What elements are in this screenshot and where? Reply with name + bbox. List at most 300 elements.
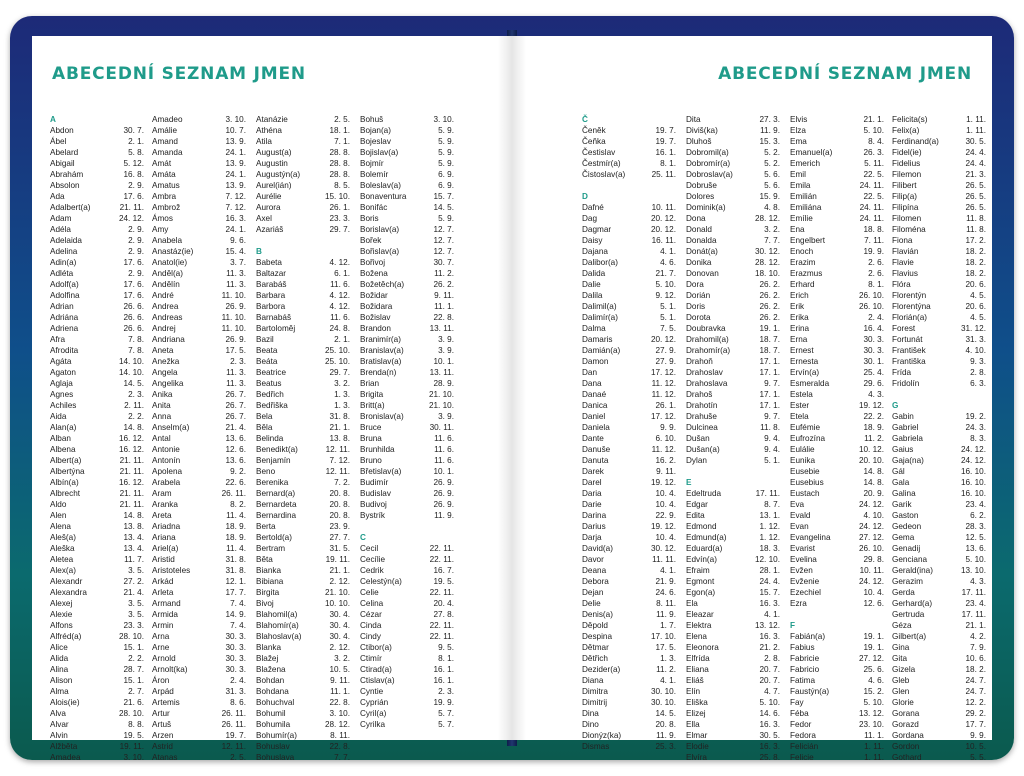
name-entry: [360, 433, 454, 444]
entry-name: Alžběta: [50, 742, 78, 751]
entry-date: 26. 3.: [863, 148, 884, 157]
name-entry: [50, 246, 144, 257]
name-entry: [152, 543, 246, 554]
name-entry: [256, 367, 350, 378]
entry-date: 29. 6.: [863, 379, 884, 388]
entry-name: Despina: [582, 632, 613, 641]
entry-name: Eleazar: [686, 610, 714, 619]
entry-date: 19. 12.: [858, 401, 884, 410]
entry-name: Afra: [50, 335, 66, 344]
entry-name: Edmond: [686, 522, 717, 531]
entry-date: 12. 1.: [225, 577, 246, 586]
entry-date: 19. 1.: [863, 643, 884, 652]
name-entry: [892, 345, 986, 356]
entry-date: 24. 6.: [655, 588, 676, 597]
entry-date: 30. 3.: [225, 665, 246, 674]
name-entry: [892, 422, 986, 433]
entry-name: Alex(a): [50, 566, 76, 575]
entry-date: 24. 3.: [965, 423, 986, 432]
name-entry: [50, 411, 144, 422]
name-entry: [360, 708, 454, 719]
entry-name: Ester: [790, 401, 810, 410]
entry-name: Eunika: [790, 456, 816, 465]
entry-name: Dante: [582, 434, 604, 443]
name-entry: [892, 477, 986, 488]
name-entry: [50, 301, 144, 312]
entry-date: 7. 12.: [225, 203, 246, 212]
entry-date: 6. 9.: [438, 170, 454, 179]
name-entry: [152, 708, 246, 719]
entry-date: 28. 9.: [433, 379, 454, 388]
entry-date: 1. 3.: [334, 401, 350, 410]
entry-name: Ctislav(a): [360, 676, 395, 685]
left-page: [32, 36, 512, 762]
name-entry: [686, 246, 780, 257]
entry-date: 8. 1.: [660, 159, 676, 168]
entry-name: Cedrik: [360, 566, 384, 575]
entry-date: 8. 11.: [330, 731, 350, 740]
name-entry: [152, 389, 246, 400]
entry-name: Bernard(a): [256, 489, 296, 498]
name-entry: [152, 169, 246, 180]
entry-date: 11. 3.: [226, 280, 246, 289]
name-entry: [152, 532, 246, 543]
name-entry: [686, 147, 780, 158]
entry-name: Gala: [892, 478, 910, 487]
entry-date: 8. 1.: [868, 280, 884, 289]
entry-date: 26. 2.: [759, 313, 780, 322]
entry-name: Elza: [790, 126, 806, 135]
name-entry: [256, 114, 350, 125]
name-entry: [360, 587, 454, 598]
entry-date: 2. 3.: [230, 357, 246, 366]
entry-date: 16. 10.: [960, 467, 986, 476]
entry-name: Filemon: [892, 170, 922, 179]
entry-date: 12. 2.: [965, 698, 986, 707]
entry-date: 8. 5.: [334, 181, 350, 190]
entry-name: Alina: [50, 665, 69, 674]
name-entry: [790, 290, 884, 301]
name-entry: [686, 521, 780, 532]
entry-date: 28. 3.: [965, 522, 986, 531]
name-entry: [892, 367, 986, 378]
entry-date: 2. 9.: [128, 225, 144, 234]
name-entry: [686, 301, 780, 312]
entry-name: Barbara: [256, 291, 286, 300]
entry-name: Evan: [790, 522, 809, 531]
entry-name: Dajana: [582, 247, 608, 256]
entry-date: 21. 9.: [655, 577, 676, 586]
name-entry: [790, 125, 884, 136]
name-entry: [152, 180, 246, 191]
entry-name: Aida: [50, 412, 67, 421]
entry-date: 3. 2.: [764, 225, 780, 234]
name-entry: [582, 631, 676, 642]
name-entry: [152, 587, 246, 598]
entry-date: 20. 8.: [329, 500, 350, 509]
entry-date: 24. 12.: [858, 500, 884, 509]
name-entry: [256, 136, 350, 147]
entry-name: Damon: [582, 357, 609, 366]
name-entry: [256, 741, 350, 752]
entry-name: Estela: [790, 390, 813, 399]
name-entry: [790, 136, 884, 147]
name-entry: [790, 510, 884, 521]
entry-date: 28. 8.: [329, 170, 350, 179]
name-entry: [790, 675, 884, 686]
name-entry: [50, 224, 144, 235]
name-entry: [892, 455, 986, 466]
entry-date: 19. 1.: [759, 324, 780, 333]
name-entry: [360, 334, 454, 345]
entry-date: 20. 8.: [329, 511, 350, 520]
name-entry: [360, 642, 454, 653]
entry-date: 11. 1.: [434, 302, 454, 311]
entry-date: 20. 6.: [965, 302, 986, 311]
entry-name: Dušan(a): [686, 445, 720, 454]
entry-name: Damián(a): [582, 346, 621, 355]
entry-date: 28. 7.: [123, 665, 144, 674]
entry-name: Florentýn: [892, 291, 927, 300]
entry-date: 5. 6.: [764, 170, 780, 179]
entry-date: 21. 11.: [119, 456, 144, 465]
name-entry: [256, 268, 350, 279]
entry-date: 17. 6.: [123, 291, 144, 300]
name-entry: [686, 455, 780, 466]
name-entry: [152, 686, 246, 697]
entry-name: Ariana: [152, 533, 176, 542]
section-letter: D: [582, 192, 588, 201]
entry-name: Fabián(a): [790, 632, 826, 641]
entry-name: Alois(ie): [50, 698, 80, 707]
entry-date: 6. 10.: [655, 434, 676, 443]
entry-name: David(a): [582, 544, 613, 553]
name-entry: [892, 433, 986, 444]
name-entry: [582, 345, 676, 356]
name-entry: [686, 686, 780, 697]
entry-name: Dětmar: [582, 643, 609, 652]
name-entry: [892, 246, 986, 257]
entry-date: 11. 12.: [651, 445, 676, 454]
entry-name: Darek: [582, 467, 604, 476]
entry-date: 17. 11.: [961, 610, 986, 619]
section-gap: [256, 235, 350, 246]
entry-date: 7. 12.: [225, 192, 246, 201]
name-entry: [256, 180, 350, 191]
name-entry: [360, 543, 454, 554]
entry-date: 2. 5.: [334, 115, 350, 124]
name-entry: [360, 499, 454, 510]
name-entry: [152, 697, 246, 708]
entry-date: 3. 9.: [438, 335, 454, 344]
entry-date: 26. 2.: [759, 302, 780, 311]
entry-name: Darina: [582, 511, 607, 520]
name-entry: [790, 367, 884, 378]
entry-name: Armin: [152, 621, 174, 630]
entry-date: 9. 4.: [764, 445, 780, 454]
name-entry: [790, 488, 884, 499]
name-entry: [582, 169, 676, 180]
entry-name: Alexandra: [50, 588, 87, 597]
name-entry: [152, 631, 246, 642]
entry-date: 15. 3.: [759, 137, 780, 146]
entry-name: Cézar: [360, 610, 382, 619]
entry-name: Aurélie: [256, 192, 282, 201]
name-entry: [256, 675, 350, 686]
entry-date: 1. 3.: [334, 390, 350, 399]
entry-name: Gordana: [892, 731, 924, 740]
entry-name: Božislav: [360, 313, 391, 322]
name-entry: [582, 444, 676, 455]
name-entry: [152, 730, 246, 741]
name-entry: [790, 114, 884, 125]
entry-name: Dulcinea: [686, 423, 718, 432]
entry-date: 22. 11.: [429, 588, 454, 597]
entry-name: Bohumila: [256, 720, 291, 729]
name-entry: [892, 323, 986, 334]
name-entry: [360, 576, 454, 587]
entry-name: Elena: [686, 632, 707, 641]
name-entry: [50, 554, 144, 565]
entry-name: Alan(a): [50, 423, 77, 432]
entry-name: Filibert: [892, 181, 917, 190]
name-entry: [892, 411, 986, 422]
name-entry: [686, 213, 780, 224]
name-entry: [152, 422, 246, 433]
name-entry: [50, 642, 144, 653]
entry-name: Damaris: [582, 335, 613, 344]
name-entry: [152, 367, 246, 378]
name-entry: [892, 158, 986, 169]
entry-name: Donika: [686, 258, 712, 267]
name-entry: [152, 411, 246, 422]
entry-date: 11. 6.: [434, 456, 454, 465]
entry-name: Fatima: [790, 676, 816, 685]
entry-date: 5. 10.: [863, 126, 884, 135]
name-entry: [152, 323, 246, 334]
entry-date: 5. 12.: [123, 159, 144, 168]
entry-name: Danica: [582, 401, 608, 410]
entry-name: Augustin: [256, 159, 288, 168]
entry-date: 9. 7.: [764, 412, 780, 421]
entry-date: 3. 5.: [128, 566, 144, 575]
entry-date: 10. 11.: [651, 203, 676, 212]
entry-date: 28. 12.: [754, 214, 780, 223]
entry-date: 16. 10.: [960, 489, 986, 498]
entry-date: 17. 5.: [225, 346, 246, 355]
entry-date: 17. 1.: [759, 390, 780, 399]
entry-name: Dismas: [582, 742, 610, 751]
entry-date: 5. 10.: [759, 698, 780, 707]
name-entry: [582, 455, 676, 466]
name-entry: [256, 598, 350, 609]
name-entry: [152, 268, 246, 279]
entry-date: 26. 5.: [965, 203, 986, 212]
entry-name: Gedeon: [892, 522, 922, 531]
entry-name: Amát: [152, 159, 172, 168]
entry-name: Egon(a): [686, 588, 716, 597]
entry-name: Borislav(a): [360, 225, 400, 234]
entry-date: 20. 8.: [655, 720, 676, 729]
entry-name: Bertram: [256, 544, 286, 553]
entry-date: 5. 2.: [764, 148, 780, 157]
entry-name: Brenda(n): [360, 368, 397, 377]
name-column: [152, 114, 246, 763]
entry-name: Blanka: [256, 643, 282, 652]
name-entry: [686, 488, 780, 499]
entry-name: Florentýna: [892, 302, 931, 311]
name-entry: [892, 752, 986, 763]
name-entry: [360, 598, 454, 609]
name-entry: [892, 664, 986, 675]
name-entry: [790, 191, 884, 202]
entry-date: 2. 9.: [128, 181, 144, 190]
name-entry: [50, 389, 144, 400]
entry-date: 17. 11.: [961, 588, 986, 597]
entry-name: Brandon: [360, 324, 391, 333]
name-entry: [50, 125, 144, 136]
name-entry: [256, 609, 350, 620]
name-entry: [790, 433, 884, 444]
name-entry: [582, 257, 676, 268]
section-letter: A: [50, 115, 56, 124]
name-entry: [50, 455, 144, 466]
entry-date: 22. 5.: [863, 170, 884, 179]
name-entry: [892, 279, 986, 290]
name-entry: [686, 125, 780, 136]
entry-name: Danaé: [582, 390, 607, 399]
entry-name: Gina: [892, 643, 910, 652]
name-entry: [790, 147, 884, 158]
name-entry: [686, 576, 780, 587]
entry-date: 7. 2.: [334, 478, 350, 487]
entry-date: 7. 4.: [230, 599, 246, 608]
name-entry: [686, 433, 780, 444]
entry-name: Dluhoš: [686, 137, 712, 146]
name-entry: [892, 741, 986, 752]
entry-date: 11. 12.: [651, 390, 676, 399]
entry-name: Aristid: [152, 555, 175, 564]
entry-date: 19. 11.: [119, 742, 144, 751]
entry-date: 9. 5.: [438, 643, 454, 652]
entry-name: Fridolín: [892, 379, 920, 388]
entry-date: 12. 10.: [754, 555, 780, 564]
entry-date: 24. 12.: [858, 522, 884, 531]
entry-date: 2. 3.: [438, 687, 454, 696]
entry-date: 13. 4.: [123, 533, 144, 542]
entry-date: 21. 11.: [119, 203, 144, 212]
entry-name: Bernardina: [256, 511, 297, 520]
entry-date: 25. 8.: [759, 753, 780, 762]
name-entry: [686, 664, 780, 675]
entry-date: 5. 9.: [438, 148, 454, 157]
name-entry: [790, 631, 884, 642]
name-entry: [582, 708, 676, 719]
entry-date: 21. 4.: [225, 423, 246, 432]
entry-date: 28. 10.: [118, 709, 144, 718]
entry-date: 18. 7.: [759, 335, 780, 344]
name-entry: [790, 257, 884, 268]
entry-date: 7. 9.: [970, 643, 986, 652]
name-entry: [256, 620, 350, 631]
entry-date: 26. 1.: [329, 203, 350, 212]
name-entry: [892, 620, 986, 631]
page-title: ABECEDNÍ SEZNAM JMEN: [718, 64, 972, 84]
name-entry: [790, 664, 884, 675]
entry-name: Dimitra: [582, 687, 608, 696]
entry-name: Arleta: [152, 588, 174, 597]
entry-date: 26. 11.: [221, 720, 246, 729]
entry-date: 8. 1.: [438, 654, 454, 663]
name-entry: [582, 587, 676, 598]
entry-date: 20. 12.: [650, 214, 676, 223]
name-entry: [686, 224, 780, 235]
entry-name: Běta: [256, 555, 273, 564]
name-entry: [686, 708, 780, 719]
name-entry: [892, 631, 986, 642]
entry-name: Ctirad(a): [360, 665, 392, 674]
name-entry: [790, 455, 884, 466]
name-entry: [790, 598, 884, 609]
name-entry: [50, 334, 144, 345]
entry-date: 14. 5.: [655, 709, 676, 718]
entry-date: 13. 12.: [858, 709, 884, 718]
entry-name: Fortunát: [892, 335, 923, 344]
entry-date: 15. 1.: [123, 676, 144, 685]
entry-name: Blahomír(a): [256, 621, 299, 630]
entry-name: Bojeslav: [360, 137, 391, 146]
name-entry: [360, 378, 454, 389]
name-entry: [892, 686, 986, 697]
entry-name: Čeňka: [582, 137, 606, 146]
entry-name: Fedora: [790, 731, 816, 740]
name-entry: [582, 433, 676, 444]
entry-date: 22. 11.: [429, 555, 454, 564]
name-entry: [582, 422, 676, 433]
name-entry: [50, 741, 144, 752]
name-entry: [582, 290, 676, 301]
entry-name: Cyrilka: [360, 720, 386, 729]
name-entry: [152, 455, 246, 466]
entry-name: Anita: [152, 401, 171, 410]
entry-date: 3. 10.: [123, 753, 144, 762]
entry-name: Aurel(ián): [256, 181, 292, 190]
name-entry: [686, 345, 780, 356]
entry-date: 20. 10.: [858, 456, 884, 465]
entry-name: Donalda: [686, 236, 717, 245]
name-entry: [582, 499, 676, 510]
entry-name: Budivoj: [360, 500, 387, 509]
name-entry: [892, 213, 986, 224]
name-entry: [790, 752, 884, 763]
entry-date: 11. 6.: [434, 445, 454, 454]
entry-date: 25. 3.: [655, 742, 676, 751]
name-entry: [360, 367, 454, 378]
entry-name: Darja: [582, 533, 602, 542]
name-entry: [256, 378, 350, 389]
name-entry: [892, 576, 986, 587]
entry-name: Glen: [892, 687, 910, 696]
entry-date: 30. 10.: [650, 698, 676, 707]
entry-name: Beáta: [256, 357, 278, 366]
name-entry: [152, 466, 246, 477]
entry-name: Drahoň: [686, 357, 713, 366]
entry-date: 20. 7.: [759, 665, 780, 674]
entry-date: 2. 5.: [230, 753, 246, 762]
entry-date: 5. 1.: [660, 313, 676, 322]
entry-name: Bertold(a): [256, 533, 292, 542]
name-entry: [582, 202, 676, 213]
